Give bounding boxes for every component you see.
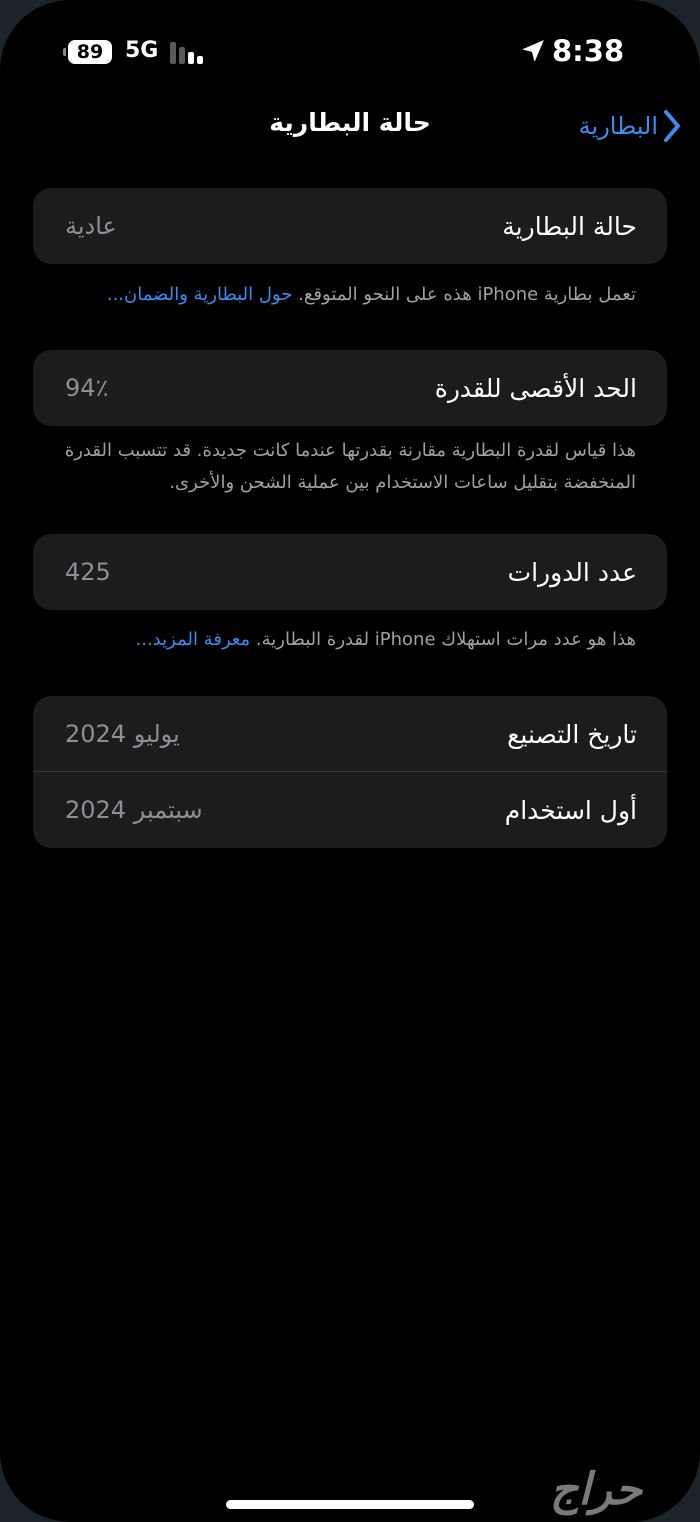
battery-health-footnote [62, 279, 636, 311]
battery-indicator: 89 [68, 40, 112, 64]
chevron-back-icon [662, 109, 682, 143]
status-bar [0, 0, 700, 100]
max-capacity-row [33, 350, 667, 426]
battery-health-value: عادية [65, 212, 117, 240]
battery-health-label: حالة البطارية [502, 211, 637, 241]
max-capacity-value: 94٪ [65, 374, 109, 402]
first-use-value: سبتمبر 2024 [65, 796, 203, 824]
max-capacity-description: هذا قياس لقدرة البطارية مقارنة بقدرتها عندما كانت جديدة. قد تتسبب القدرة المنخفضة بتقليل ساعات الاستخدام بين عملية الشحن والأخرى. [64, 440, 636, 493]
back-button[interactable] [579, 106, 682, 146]
manufacture-date-value: يوليو 2024 [65, 720, 180, 748]
battery-health-description: تعمل بطارية iPhone هذه على النحو المتوقع. [292, 284, 636, 305]
cycle-count-card [33, 534, 667, 610]
first-use-row [33, 772, 667, 848]
home-indicator[interactable] [226, 1500, 474, 1509]
cycle-count-label: عدد الدورات [507, 557, 637, 587]
cycle-count-description: هذا هو عدد مرات استهلاك iPhone لقدرة البطارية. [250, 629, 636, 650]
max-capacity-card [33, 350, 667, 426]
manufacture-date-row [33, 696, 667, 772]
location-arrow-icon [520, 38, 546, 64]
dates-card [33, 696, 667, 848]
page-title: حالة البطارية [269, 108, 431, 137]
cycle-count-value: 425 [65, 558, 111, 586]
network-type: 5G [125, 38, 159, 63]
battery-warranty-link[interactable]: حول البطارية والضمان... [106, 284, 293, 305]
battery-health-row [33, 188, 667, 264]
battery-health-card [33, 188, 667, 264]
cycle-count-footnote [62, 624, 636, 656]
cycle-count-row [33, 534, 667, 610]
signal-icon [170, 42, 206, 64]
learn-more-link[interactable]: معرفة المزيد... [135, 629, 251, 650]
clock: 8:38 [552, 34, 625, 68]
max-capacity-footnote [62, 435, 636, 499]
first-use-label: أول استخدام [504, 795, 637, 825]
watermark-logo: حراج [549, 1464, 643, 1515]
back-button-label: البطارية [578, 112, 658, 140]
max-capacity-label: الحد الأقصى للقدرة [434, 373, 637, 403]
manufacture-date-label: تاريخ التصنيع [507, 719, 637, 749]
